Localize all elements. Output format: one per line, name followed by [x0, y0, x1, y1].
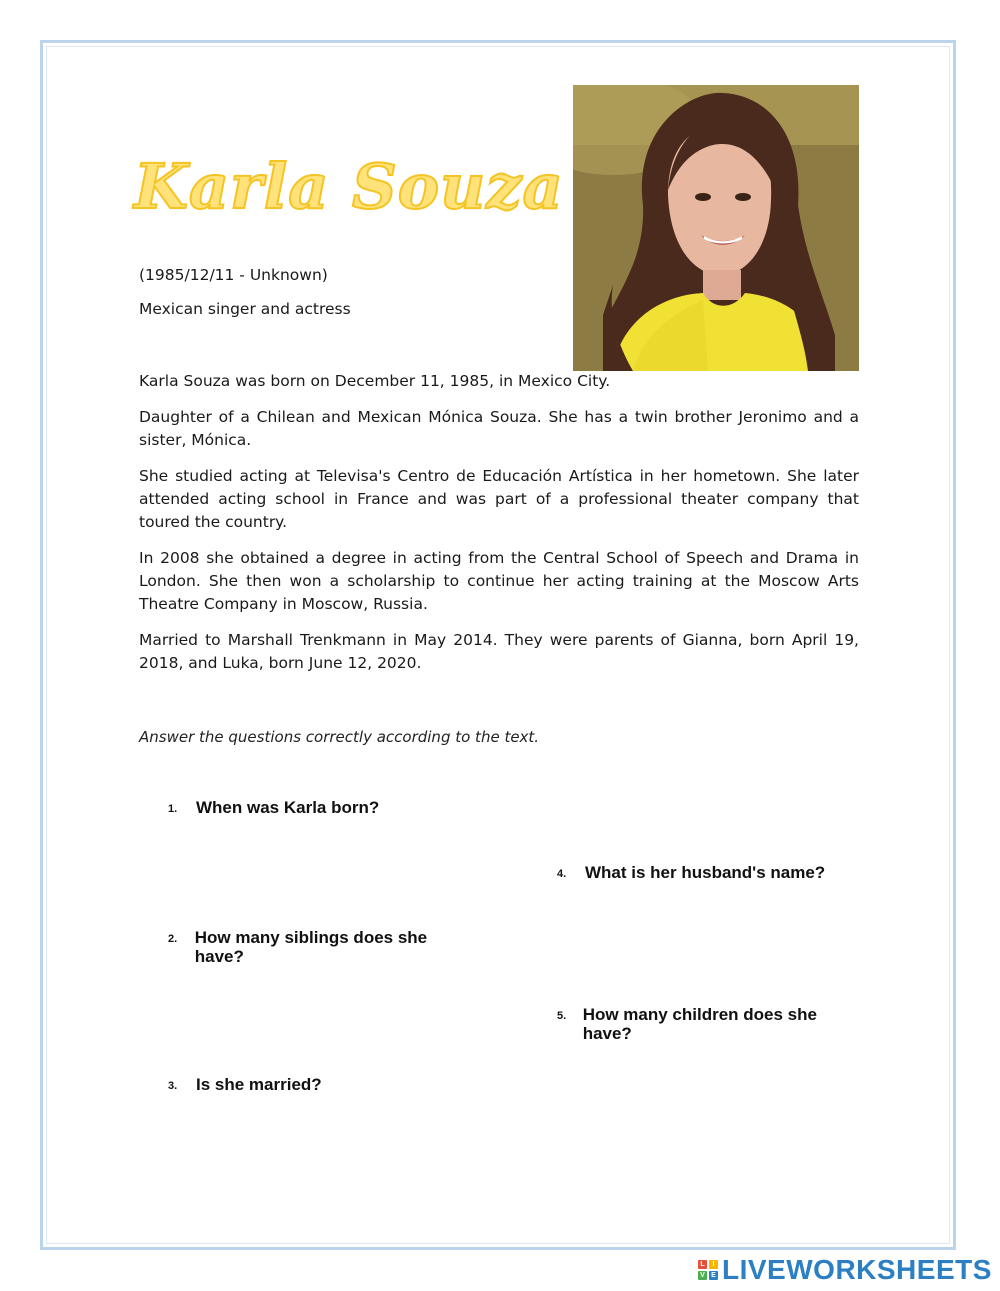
question-text: Is she married?	[196, 1075, 322, 1094]
instruction-text: Answer the questions correctly according to the text.	[139, 728, 540, 746]
question-text: When was Karla born?	[196, 798, 380, 817]
page-title: Karla Souza	[134, 150, 564, 223]
question-5	[557, 1005, 847, 1043]
birth-dates: (1985/12/11 - Unknown)	[139, 266, 328, 284]
logo-letter: V	[698, 1271, 707, 1280]
liveworksheets-logo[interactable]	[698, 1256, 992, 1284]
question-number: 3.	[168, 1080, 178, 1092]
paragraph-education: She studied acting at Televisa's Centro de Educación Artística in her hometown. She later attended acting school in France and was part of a professional theater company that toured the country.	[139, 467, 859, 531]
question-3	[168, 1075, 488, 1094]
question-number: 1.	[168, 803, 178, 815]
logo-mark-icon	[698, 1260, 718, 1280]
question-4	[557, 863, 857, 882]
question-number: 5.	[557, 1010, 567, 1022]
paragraph-marriage: Married to Marshall Trenkmann in May 2014. They were parents of Gianna, born April 19, 2018, and Luka, born June 12, 2020.	[139, 631, 859, 672]
question-number: 2.	[168, 933, 178, 945]
question-text: How many children does she have?	[582, 1005, 817, 1043]
logo-letter: E	[709, 1271, 718, 1280]
biography-body	[139, 370, 859, 688]
paragraph-birth: Karla Souza was born on December 11, 1985, in Mexico City.	[139, 372, 611, 390]
question-number: 4.	[557, 868, 567, 880]
paragraph-degree: In 2008 she obtained a degree in acting from the Central School of Speech and Drama in London. She then won a scholarship to continue her acting training at the Moscow Arts Theatre Company in Moscow, Russia.	[139, 549, 859, 613]
question-2	[168, 928, 468, 966]
question-text: How many siblings does she have?	[194, 928, 428, 966]
question-1	[168, 798, 488, 817]
portrait-photo	[573, 85, 859, 371]
paragraph-family: Daughter of a Chilean and Mexican Mónica Souza. She has a twin brother Jeronimo and a sister, Mónica.	[139, 408, 859, 449]
logo-letter: L	[698, 1260, 707, 1269]
logo-letter: I	[709, 1260, 718, 1269]
occupation-text: Mexican singer and actress	[139, 300, 351, 318]
question-text: What is her husband's name?	[585, 863, 826, 882]
logo-text: LIVEWORKSHEETS	[722, 1254, 992, 1285]
